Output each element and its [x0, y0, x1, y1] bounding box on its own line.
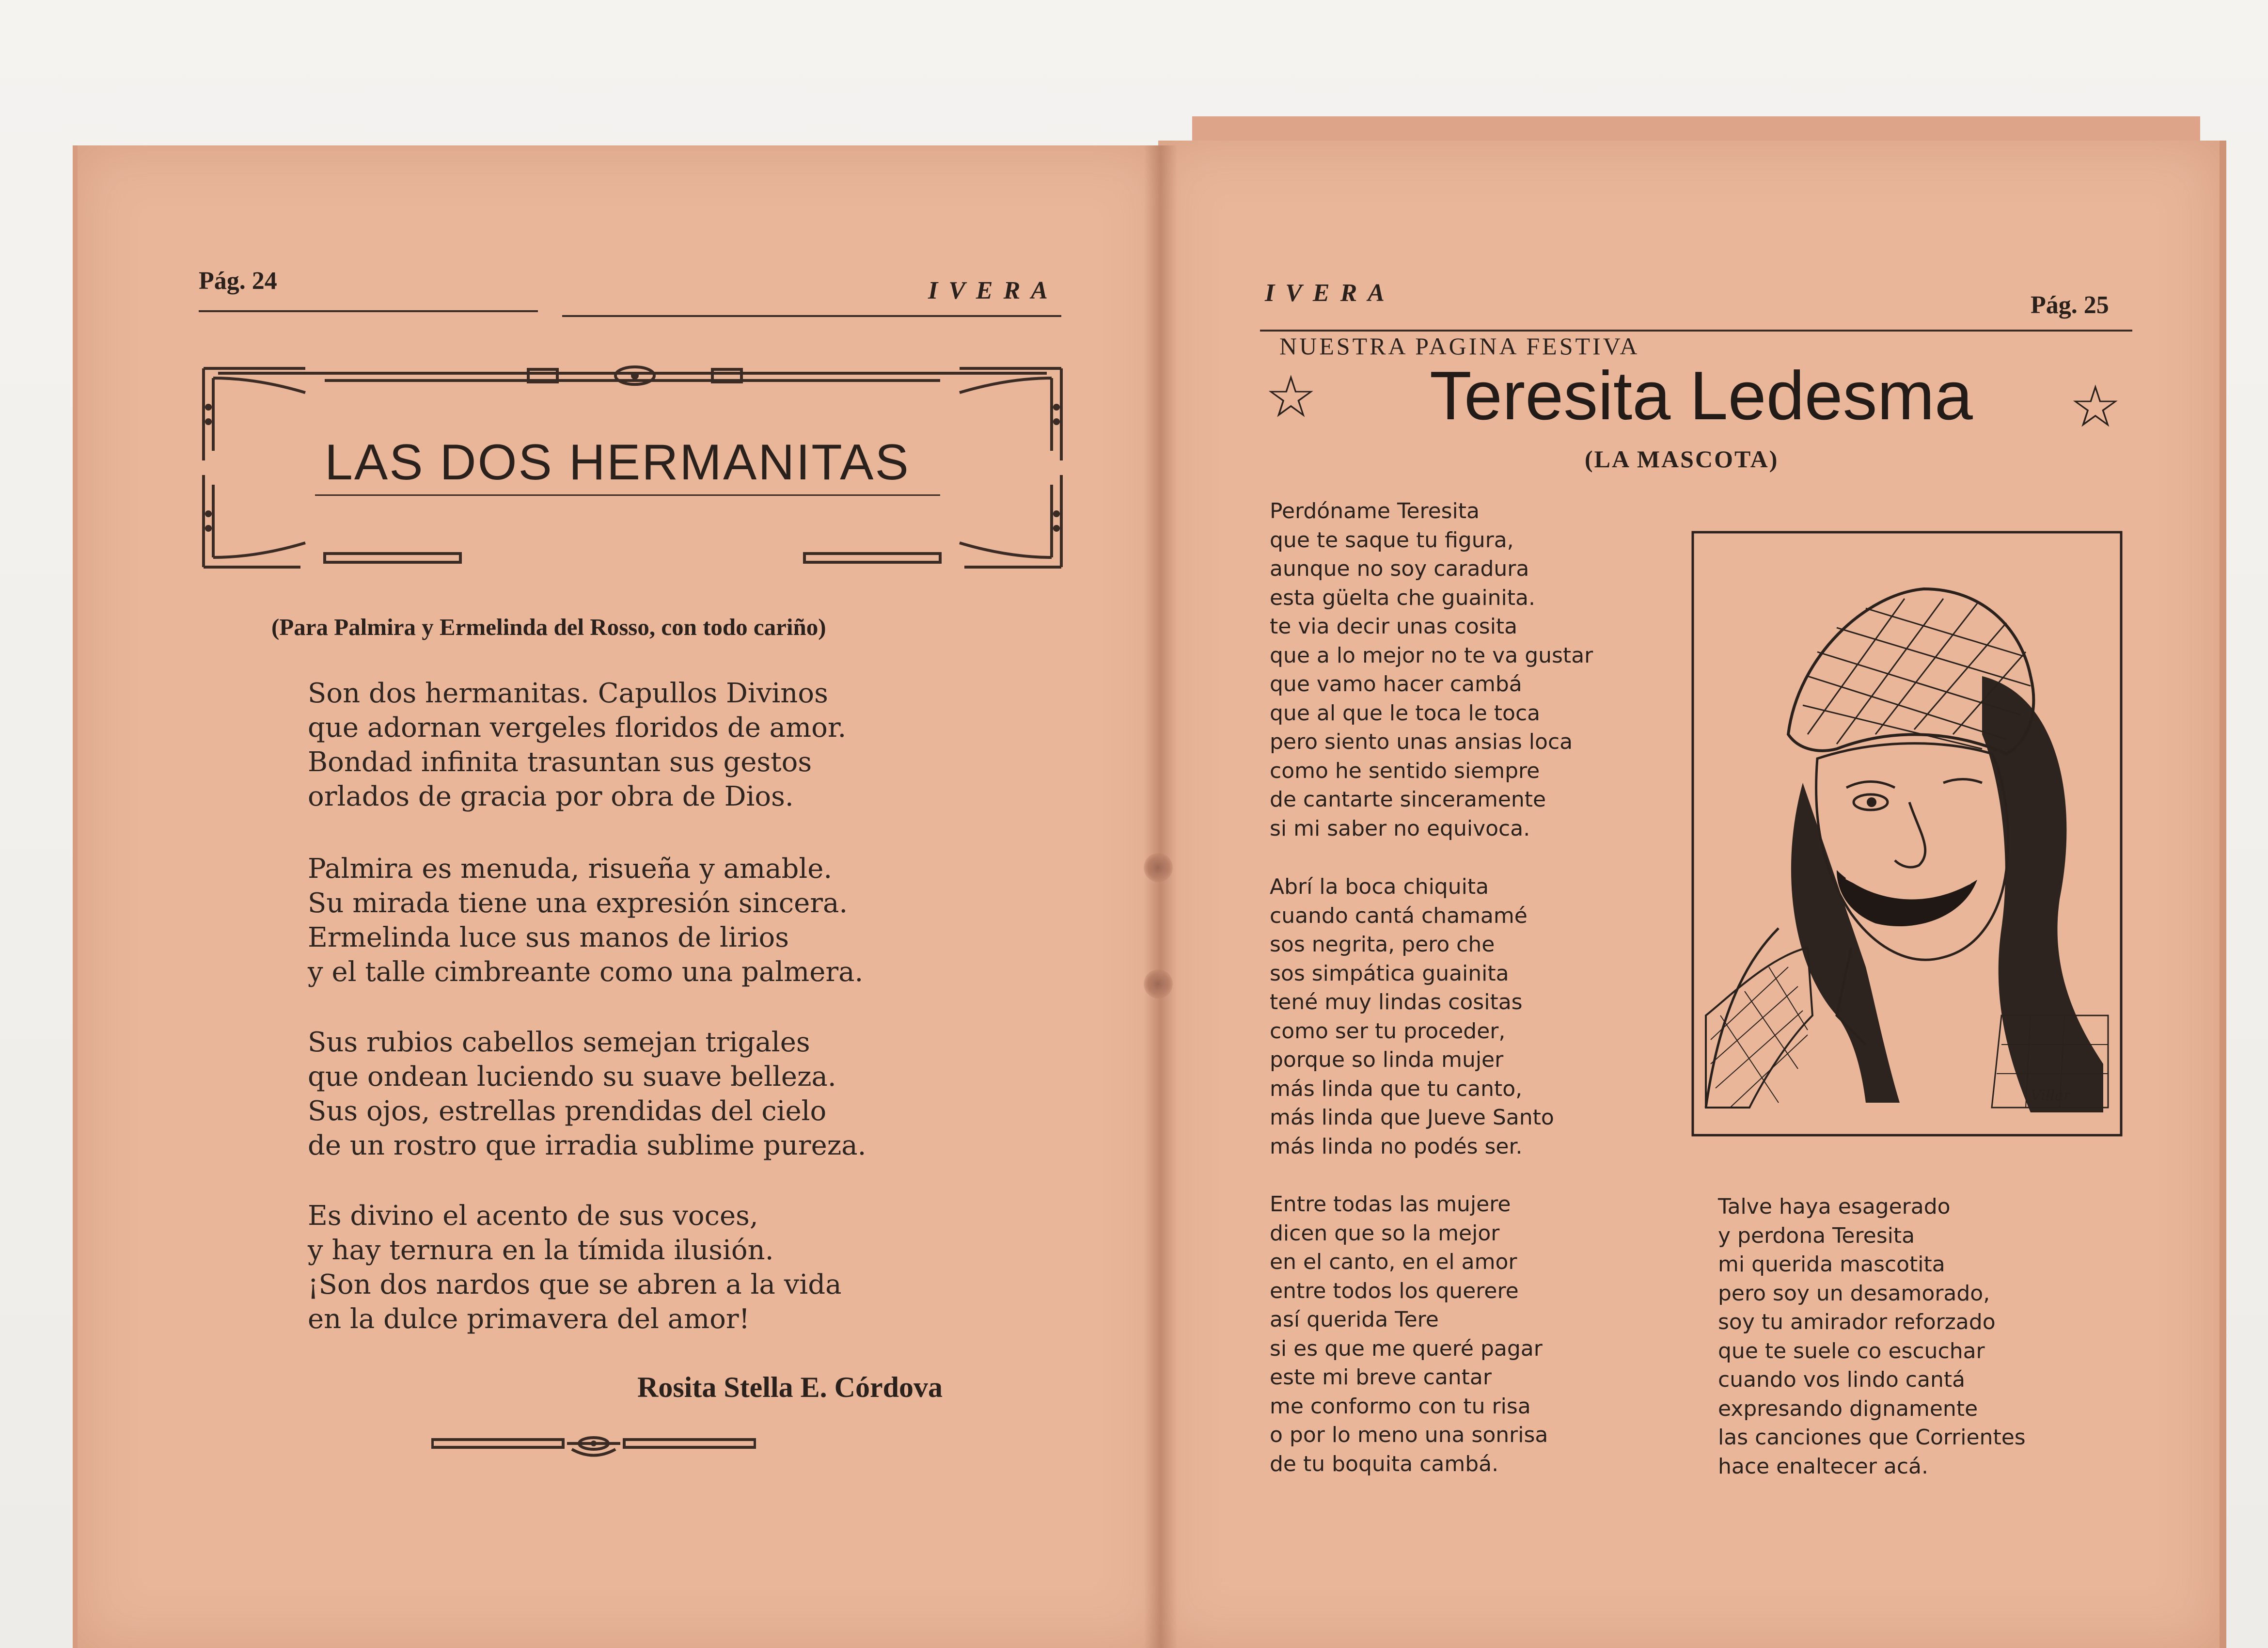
- verse-line: de un rostro que irradia sublime pureza.: [308, 1130, 866, 1161]
- verse-line: Abrí la boca chiquita: [1270, 874, 1489, 899]
- verse-line: o por lo meno una sonrisa: [1270, 1423, 1548, 1447]
- verse-line: esta güelta che guainita.: [1270, 585, 1535, 610]
- verse-line: que te suele co escuchar: [1718, 1338, 1985, 1363]
- verse-line: Perdóname Teresita: [1270, 499, 1480, 523]
- verse-line: sos simpática guainita: [1270, 961, 1509, 986]
- left-page-number: Pág. 24: [199, 267, 277, 295]
- caricature-illustration: [1691, 531, 2123, 1137]
- right-running-title: IVERA: [1265, 279, 1395, 307]
- verse-line: aunque no soy caradura: [1270, 556, 1529, 581]
- staple-hole: [1144, 969, 1173, 998]
- verse-line: que al que le toca le toca: [1270, 700, 1541, 726]
- verse-line: Bondad infinita trasuntan sus gestos: [308, 746, 812, 778]
- verse-line: más linda que tu canto,: [1270, 1076, 1523, 1101]
- header-rule: [1260, 330, 2132, 332]
- verse-line: y hay ternura en la tímida ilusión.: [308, 1235, 774, 1266]
- verse-line: pero soy un desamorado,: [1718, 1281, 1990, 1306]
- verse-line: te via decir unas cosita: [1270, 614, 1518, 639]
- closing-ornament: [431, 1435, 756, 1464]
- verse-line: tené muy lindas cositas: [1270, 990, 1523, 1014]
- star-icon: ☆: [1265, 364, 1317, 431]
- verse-line: Sus rubios cabellos semejan trigales: [308, 1027, 810, 1058]
- verse-line: que te saque tu figura,: [1270, 527, 1514, 553]
- staple-hole: [1144, 853, 1173, 882]
- verse-line: más linda que Jueve Santo: [1270, 1105, 1554, 1130]
- verse-line: y perdona Teresita: [1718, 1223, 1915, 1248]
- verse-stanza-3: [1270, 1190, 1548, 1478]
- verse-line: las canciones que Corrientes: [1718, 1425, 2026, 1450]
- section-label: NUESTRA PAGINA FESTIVA: [1279, 333, 1640, 360]
- verse-line: Talve haya esagerado: [1718, 1194, 1951, 1219]
- verse-line: más linda no podés ser.: [1270, 1134, 1523, 1159]
- verse-line: Palmira es menuda, risueña y amable.: [308, 853, 833, 885]
- verse-line: Entre todas las mujere: [1270, 1192, 1511, 1217]
- verse-line: así querida Tere: [1270, 1307, 1439, 1332]
- verse-line: este mi breve cantar: [1270, 1365, 1492, 1390]
- verse-line: porque so linda mujer: [1270, 1047, 1504, 1072]
- verse-line: mi querida mascotita: [1718, 1252, 1945, 1277]
- verse-stanza-4: [1718, 1192, 2026, 1481]
- verse-line: ¡Son dos nardos que se abren a la vida: [308, 1269, 842, 1300]
- header-rule: [199, 310, 538, 312]
- verse-line: soy tu amirador reforzado: [1718, 1310, 1996, 1334]
- verse-line: si mi saber no equivoca.: [1270, 816, 1530, 841]
- poem-stanza-4: [308, 1199, 842, 1336]
- verse-line: como he sentido siempre: [1270, 758, 1540, 783]
- article-title: Teresita Ledesma: [1430, 357, 1973, 434]
- verse-stanza-1: [1270, 497, 1593, 843]
- verse-line: Son dos hermanitas. Capullos Divinos: [308, 678, 828, 709]
- verse-line: de cantarte sinceramente: [1270, 787, 1546, 812]
- verse-line: que vamo hacer cambá: [1270, 672, 1522, 697]
- verse-line: cuando cantá chamamé: [1270, 903, 1528, 928]
- star-icon: ☆: [2069, 373, 2122, 441]
- verse-line: me conformo con tu risa: [1270, 1394, 1531, 1419]
- right-page-number: Pág. 25: [2031, 291, 2109, 319]
- book-gutter: [1144, 145, 1178, 1648]
- poem-title: LAS DOS HERMANITAS: [325, 434, 910, 491]
- verse-line: Ermelinda luce sus manos de lirios: [308, 922, 789, 953]
- title-underline: [315, 494, 940, 496]
- verse-line: expresando dignamente: [1718, 1396, 1978, 1421]
- poem-author: Rosita Stella E. Córdova: [637, 1371, 943, 1403]
- verse-line: que adornan vergeles floridos de amor.: [308, 712, 847, 744]
- verse-line: cuando vos lindo cantá: [1718, 1367, 1966, 1392]
- verse-line: Es divino el acento de sus voces,: [308, 1200, 758, 1232]
- verse-line: como ser tu proceder,: [1270, 1018, 1506, 1044]
- verse-line: en la dulce primavera del amor!: [308, 1303, 750, 1335]
- verse-line: sos negrita, pero che: [1270, 932, 1495, 957]
- verse-line: Su mirada tiene una expresión sincera.: [308, 887, 848, 919]
- illustration-signature: Villar: [2031, 1087, 2071, 1104]
- verse-line: dicen que so la mejor: [1270, 1220, 1500, 1246]
- left-running-title: IVERA: [928, 277, 1058, 304]
- dedication: (Para Palmira y Ermelinda del Rosso, con todo cariño): [271, 614, 826, 640]
- article-subtitle: (LA MASCOTA): [1585, 445, 1779, 473]
- verse-line: entre todos los querere: [1270, 1278, 1519, 1303]
- verse-stanza-2: [1270, 872, 1554, 1161]
- poem-stanza-2: [308, 852, 863, 989]
- poem-stanza-1: [308, 676, 846, 814]
- verse-line: de tu boquita cambá.: [1270, 1451, 1499, 1476]
- verse-line: pero siento unas ansias loca: [1270, 729, 1573, 754]
- verse-line: y el talle cimbreante como una palmera.: [308, 956, 864, 988]
- poem-stanza-3: [308, 1025, 866, 1163]
- verse-line: orlados de gracia por obra de Dios.: [308, 781, 794, 812]
- verse-line: que ondean luciendo su suave belleza.: [308, 1061, 836, 1093]
- verse-line: que a lo mejor no te va gustar: [1270, 643, 1593, 668]
- verse-line: en el canto, en el amor: [1270, 1250, 1517, 1274]
- verse-line: hace enaltecer acá.: [1718, 1454, 1929, 1479]
- header-rule: [562, 315, 1061, 317]
- verse-line: si es que me queré pagar: [1270, 1336, 1543, 1361]
- verse-line: Sus ojos, estrellas prendidas del cielo: [308, 1095, 827, 1127]
